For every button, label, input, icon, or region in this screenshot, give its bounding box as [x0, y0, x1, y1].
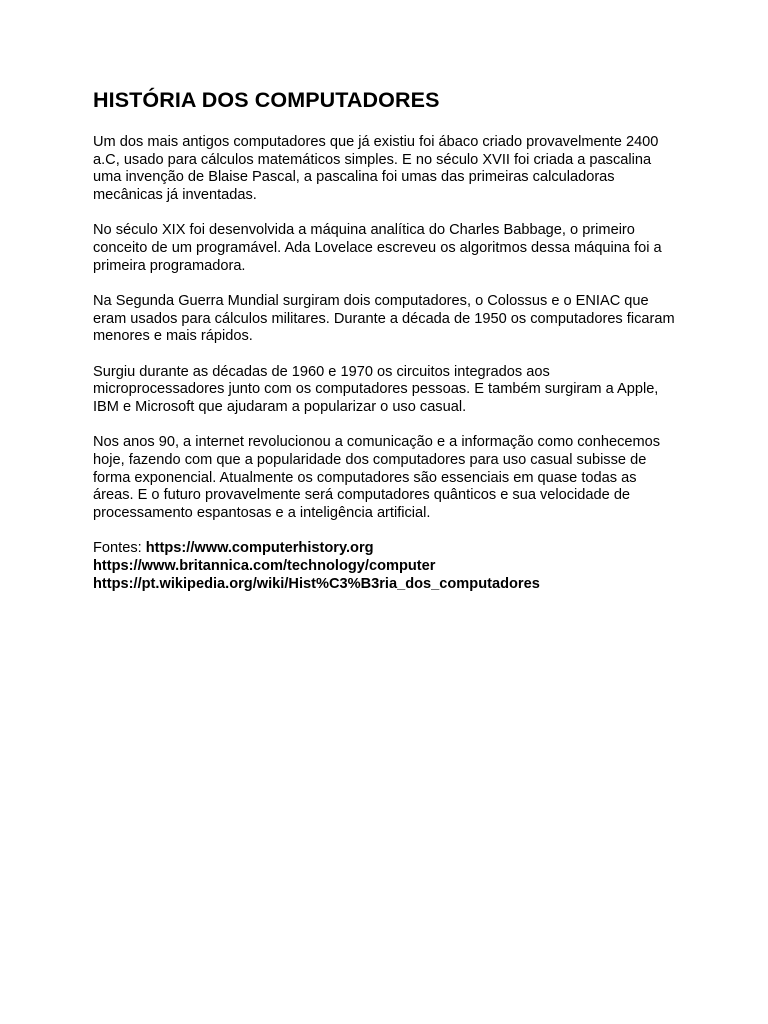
- paragraph-integrated-circuits: Surgiu durante as décadas de 1960 e 1970 os circuitos integrados aos microprocessadores junto com os computadores pessoas. E também surgiram a Apple, IBM e Microsoft que ajudaram a popularizar o uso casual.: [93, 363, 659, 415]
- document-title: HISTÓRIA DOS COMPUTADORES: [93, 88, 440, 112]
- paragraph-internet-future: Nos anos 90, a internet revolucionou a comunicação e a informação como conhecemos hoje, fazendo com que a popularidade dos computadores para uso casual subisse de forma exponencial. Atualmente os computadores são essenciais em quase todas as áreas. E o futuro provavelmente será computadores quânticos e sua velocidade de processamento espantosas e a inteligência artificial.: [93, 434, 661, 521]
- sources-label: Fontes:: [93, 540, 146, 557]
- document-page: [93, 86, 678, 593]
- source-link-britannica[interactable]: https://www.britannica.com/technology/computer: [93, 557, 436, 574]
- paragraph-abacus-pascaline: Um dos mais antigos computadores que já existiu foi ábaco criado provavelmente 2400 a.C, usado para cálculos matemáticos simples. E no século XVII foi criada a pascalina uma invenção de Blaise Pascal, a pascalina foi umas das primeiras calculadoras mecânicas já inventadas.: [93, 134, 659, 204]
- source-link-wikipedia[interactable]: https://pt.wikipedia.org/wiki/Hist%C3%B3ria_dos_computadores: [93, 575, 540, 592]
- paragraph-world-war-two: Na Segunda Guerra Mundial surgiram dois computadores, o Colossus e o ENIAC que eram usados para cálculos militares. Durante a década de 1950 os computadores ficaram menores e mais rápidos.: [93, 292, 675, 345]
- paragraph-babbage-lovelace: No século XIX foi desenvolvida a máquina analítica do Charles Babbage, o primeiro conceito de um programável. Ada Lovelace escreveu os algoritmos dessa máquina foi a primeira programadora.: [93, 222, 662, 274]
- sources-block: [93, 540, 678, 593]
- source-link-computerhistory[interactable]: https://www.computerhistory.org: [145, 540, 374, 557]
